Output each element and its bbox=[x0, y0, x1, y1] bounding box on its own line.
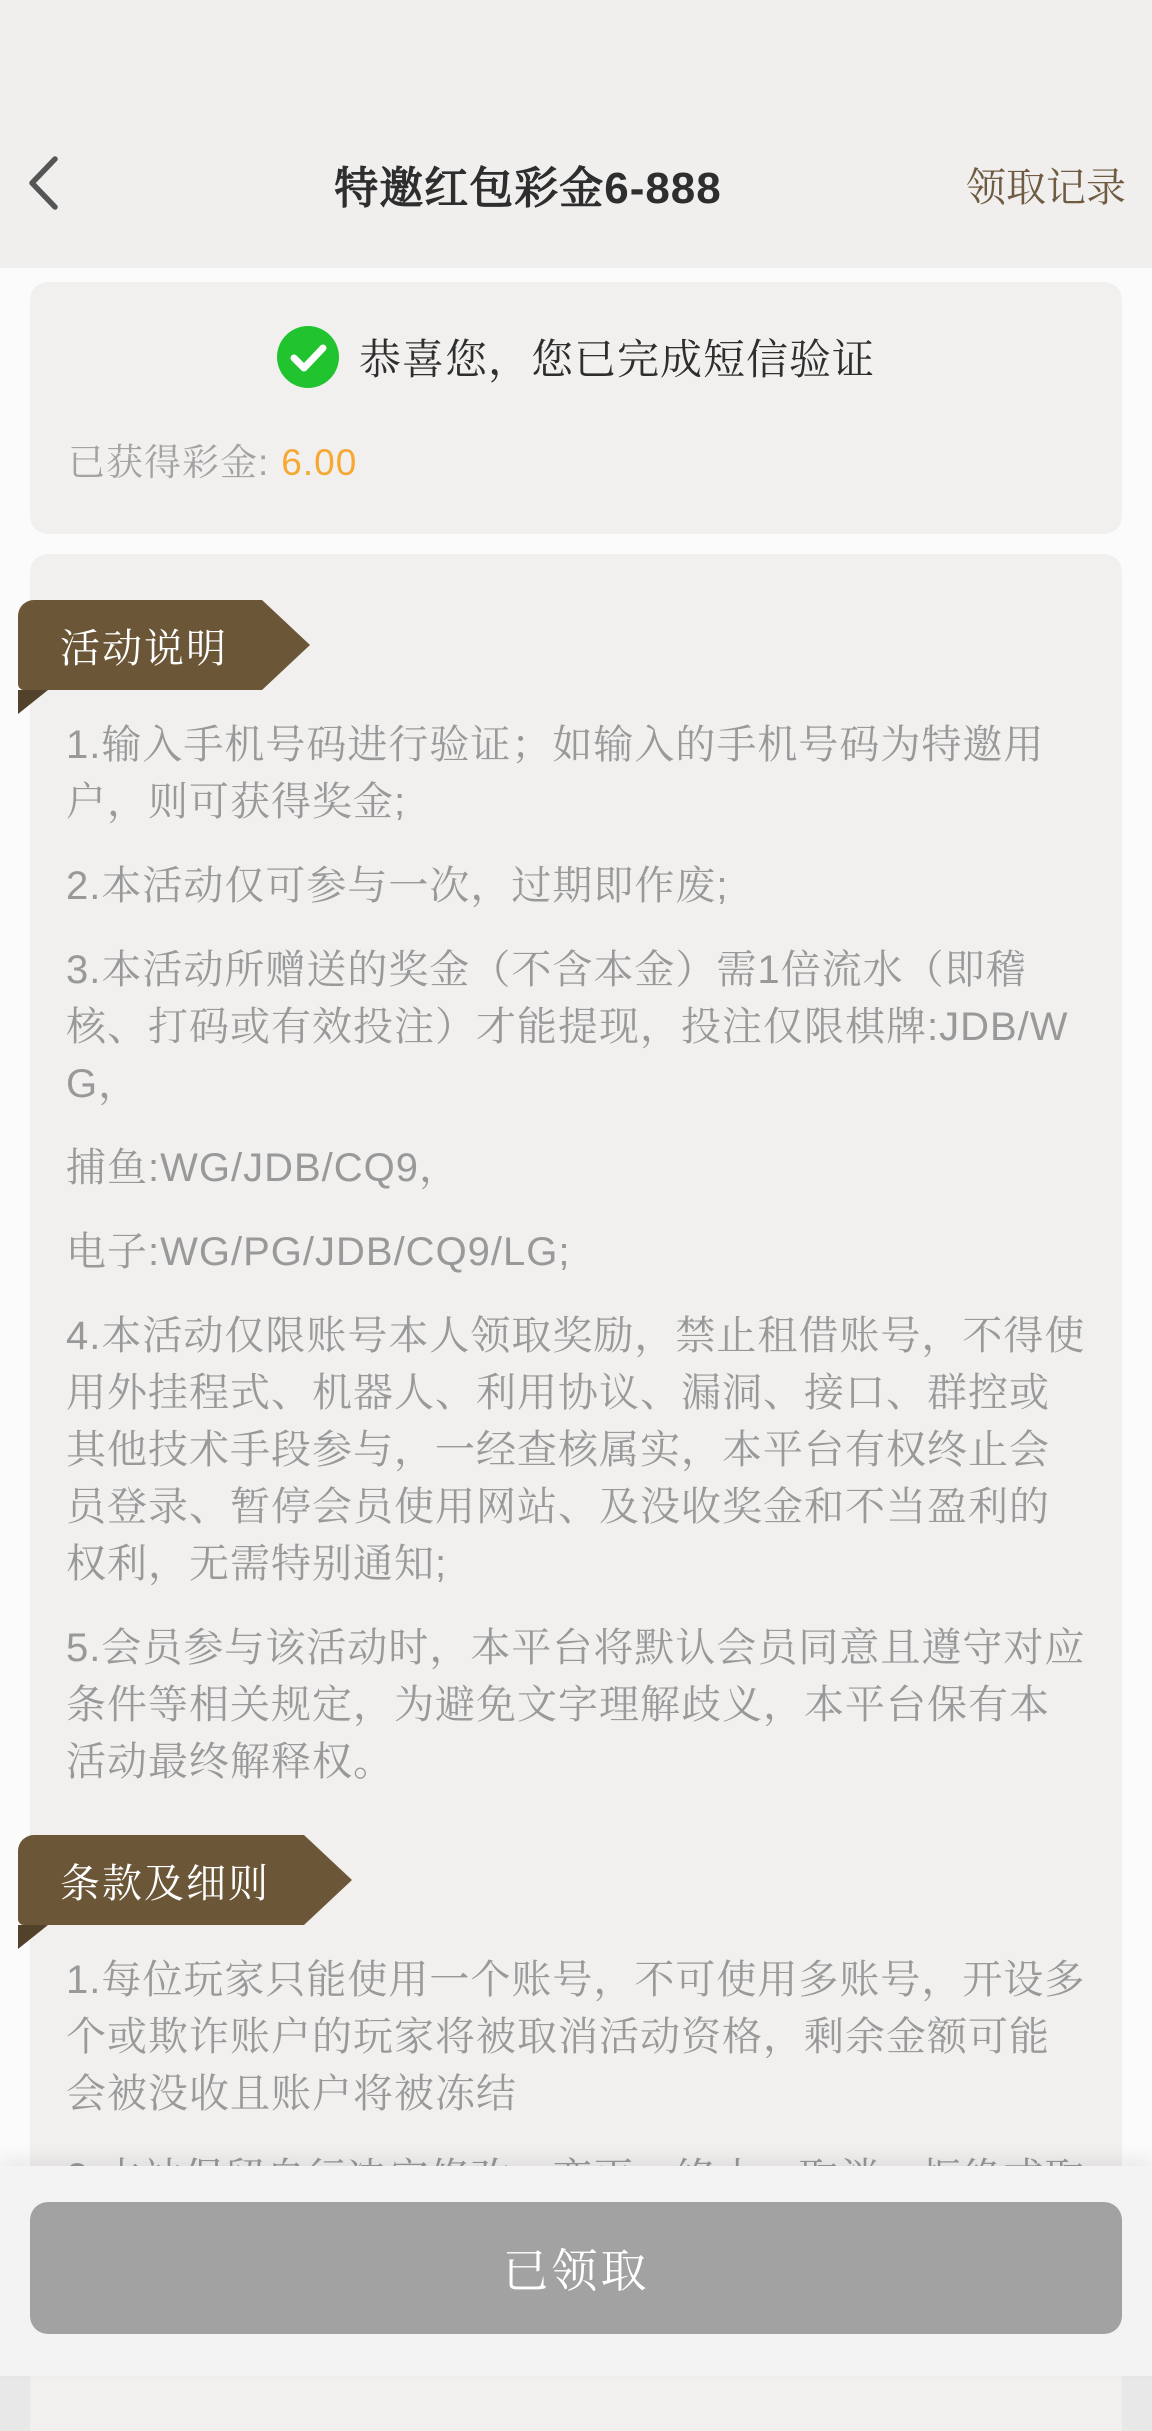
footer-bar bbox=[0, 2166, 1152, 2376]
claim-button[interactable]: 已领取 bbox=[30, 2202, 1122, 2334]
terms-ribbon: 条款及细则 bbox=[18, 1835, 304, 1925]
rules-paragraph: 电子:WG/PG/JDB/CQ9/LG; bbox=[66, 1230, 571, 1274]
rules-paragraph: 捕鱼:WG/JDB/CQ9， bbox=[66, 1146, 461, 1190]
bonus-label: 已获得彩金: bbox=[68, 442, 270, 483]
claim-records-link[interactable]: 领取记录 bbox=[966, 165, 1126, 210]
rules-paragraph: 3.本活动所赠送的奖金（不含本金）需1倍流水（即稽核、打码或有效投注）才能提现，投注仅限棋牌:JDB/WG， bbox=[66, 948, 1069, 1106]
success-row bbox=[68, 326, 1084, 388]
rules-paragraph: 4.本活动仅限账号本人领取奖励，禁止租借账号，不得使用外挂程式、机器人、利用协议、漏洞、接口、群控或其他技术手段参与，一经查核属实，本平台有权终止会员登录、暂停会员使用网站、及没收奖金和不当盈利的权利，无需特别通知; bbox=[66, 1314, 1086, 1586]
content-scroll-area[interactable] bbox=[0, 268, 1152, 2156]
check-circle-icon bbox=[277, 326, 339, 388]
back-button[interactable] bbox=[26, 148, 90, 220]
terms-paragraph: 1.每位玩家只能使用一个账号，不可使用多账号，开设多个或欺诈账户的玩家将被取消活动资格，剩余金额可能会被没收且账户将被冻结 bbox=[66, 1958, 1086, 2116]
activity-paragraphs bbox=[66, 717, 1086, 1791]
rules-paragraph: 1.输入手机号码进行验证；如输入的手机号码为特邀用户，则可获得奖金; bbox=[66, 723, 1045, 824]
bonus-value: 6.00 bbox=[281, 442, 358, 483]
rules-paragraph: 5.会员参与该活动时，本平台将默认会员同意且遵守对应条件等相关规定，为避免文字理解歧义，本平台保有本活动最终解释权。 bbox=[66, 1626, 1086, 1784]
header-bar bbox=[0, 0, 1152, 268]
success-text: 恭喜您，您已完成短信验证 bbox=[358, 336, 875, 383]
rules-paragraph: 2.本活动仅可参与一次，过期即作废; bbox=[66, 864, 729, 908]
result-card bbox=[30, 282, 1122, 534]
chevron-left-icon bbox=[26, 155, 60, 214]
header-row bbox=[0, 134, 1152, 234]
activity-ribbon: 活动说明 bbox=[18, 600, 262, 690]
bonus-row bbox=[68, 432, 1084, 486]
page-title: 特邀红包彩金6-888 bbox=[334, 164, 722, 213]
rules-card bbox=[30, 554, 1122, 2431]
